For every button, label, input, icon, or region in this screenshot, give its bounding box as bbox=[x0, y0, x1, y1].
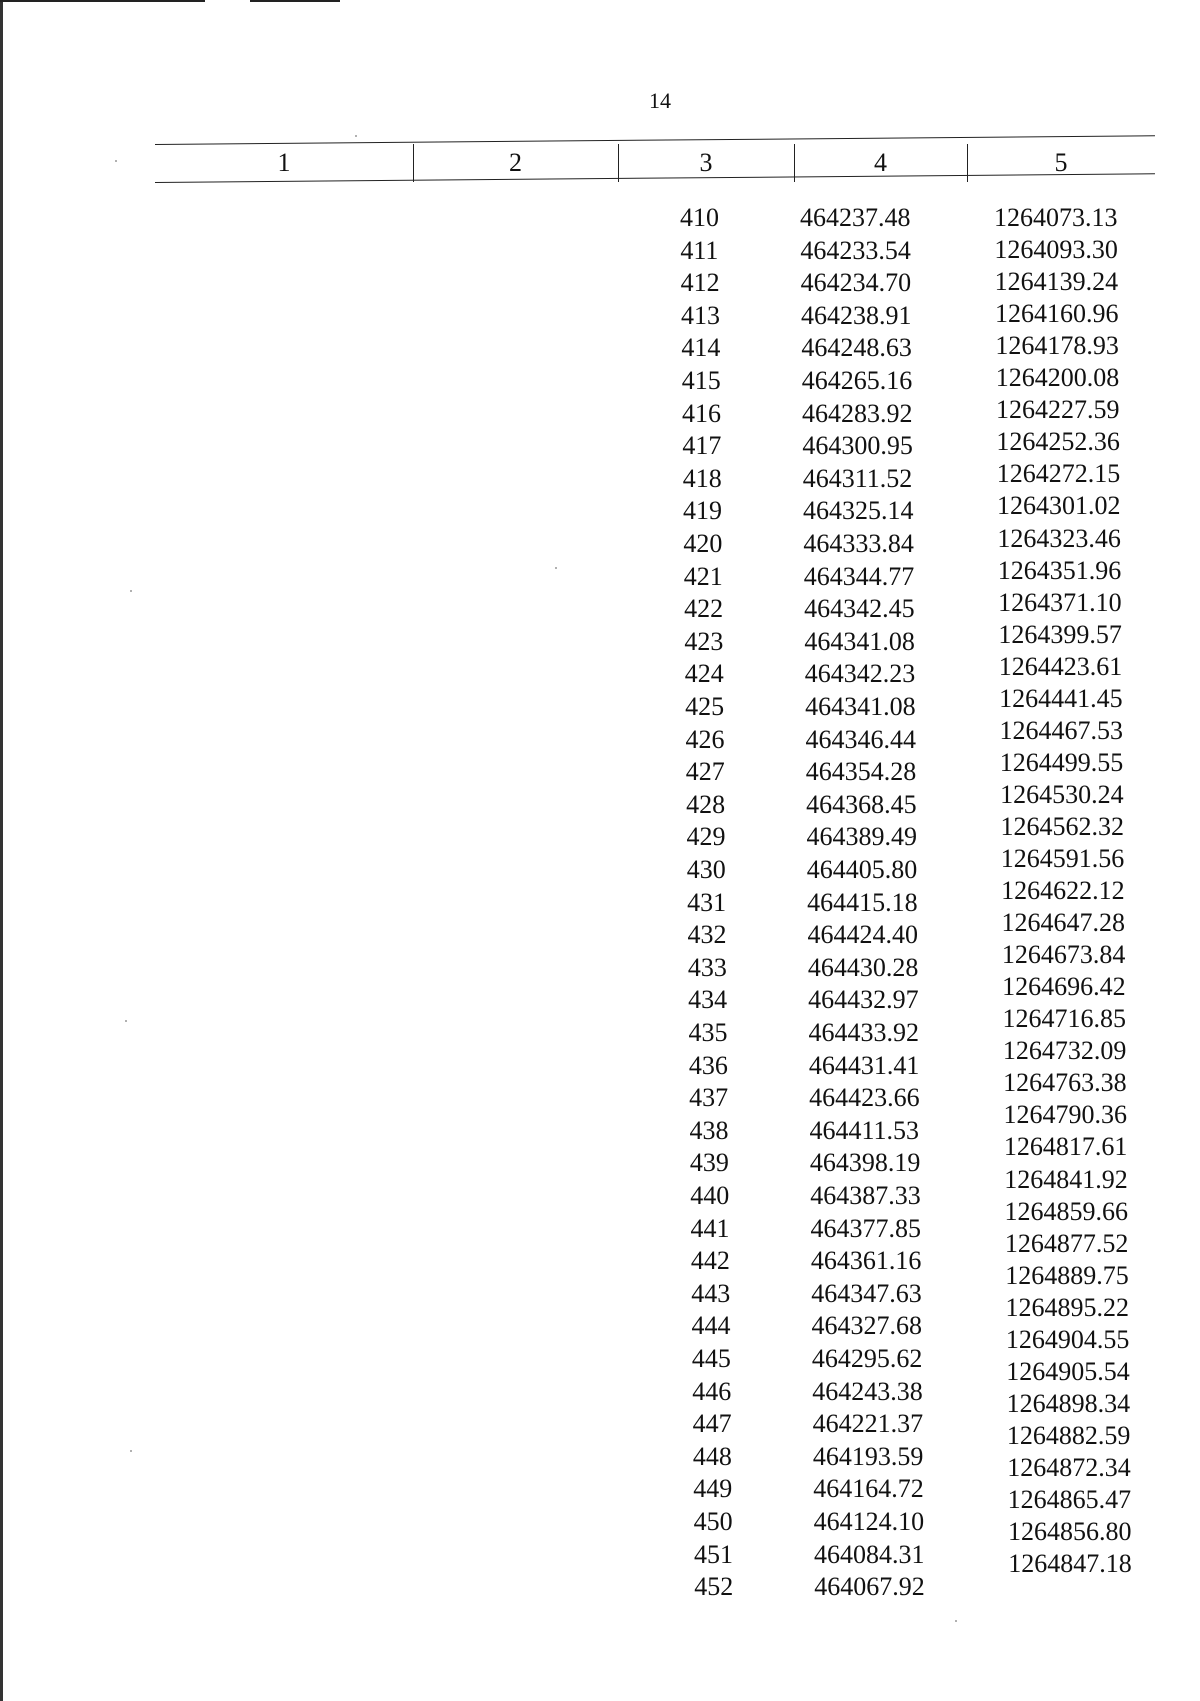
point-number: 424 bbox=[684, 659, 724, 689]
point-number: 452 bbox=[694, 1572, 734, 1602]
point-number: 443 bbox=[691, 1278, 731, 1308]
coordinate-x: 464234.70 bbox=[800, 268, 912, 298]
coordinate-x: 464431.41 bbox=[808, 1050, 920, 1080]
point-number: 447 bbox=[692, 1409, 732, 1439]
point-number: 417 bbox=[682, 431, 722, 461]
coordinate-x: 464327.68 bbox=[811, 1311, 923, 1341]
coordinate-y: 1264716.85 bbox=[1002, 1004, 1126, 1034]
coordinate-x: 464238.91 bbox=[801, 300, 912, 330]
coordinate-y: 1264562.32 bbox=[1000, 811, 1124, 841]
scan-speck bbox=[125, 1020, 127, 1022]
coordinate-x: 464193.59 bbox=[812, 1441, 924, 1471]
coordinate-y: 1264441.45 bbox=[999, 683, 1123, 713]
coordinate-x: 464237.48 bbox=[800, 203, 911, 232]
coordinate-y: 1264673.84 bbox=[1001, 940, 1126, 970]
point-number: 437 bbox=[689, 1083, 729, 1113]
coordinate-y: 1264859.66 bbox=[1004, 1196, 1129, 1226]
coordinate-x: 464243.38 bbox=[812, 1376, 923, 1406]
point-number: 418 bbox=[682, 463, 722, 493]
coordinate-y: 1264904.55 bbox=[1005, 1324, 1130, 1354]
point-number: 444 bbox=[691, 1311, 731, 1341]
coordinate-y: 1264530.24 bbox=[1000, 779, 1124, 809]
point-number: 410 bbox=[680, 203, 719, 232]
scan-speck bbox=[555, 567, 557, 569]
coordinate-x: 464430.28 bbox=[807, 952, 919, 982]
coordinate-y: 1264371.10 bbox=[998, 587, 1122, 617]
coordinate-x: 464265.16 bbox=[801, 366, 913, 395]
point-number: 448 bbox=[692, 1441, 732, 1471]
coordinate-y: 1264227.59 bbox=[996, 395, 1120, 425]
coordinate-x: 464405.80 bbox=[806, 855, 918, 884]
coordinate-y: 1264178.93 bbox=[995, 331, 1119, 361]
point-number: 416 bbox=[682, 398, 722, 428]
point-number: 415 bbox=[681, 366, 721, 395]
coordinate-y: 1264865.47 bbox=[1007, 1485, 1132, 1514]
point-number: 441 bbox=[690, 1213, 730, 1243]
point-number: 422 bbox=[684, 594, 724, 624]
coordinate-y: 1264093.30 bbox=[994, 235, 1118, 265]
point-number: 451 bbox=[693, 1539, 733, 1569]
coordinate-y: 1264898.34 bbox=[1006, 1388, 1131, 1418]
coordinate-y: 1264467.53 bbox=[999, 715, 1123, 745]
coordinate-x: 464325.14 bbox=[803, 496, 914, 526]
point-number: 434 bbox=[688, 985, 728, 1015]
point-number: 442 bbox=[690, 1246, 730, 1276]
coordinate-y: 1264073.13 bbox=[994, 203, 1118, 232]
coordinate-x: 464283.92 bbox=[802, 398, 913, 428]
scan-top-edge bbox=[0, 0, 205, 2]
column-header-4: 4 bbox=[874, 148, 887, 177]
coordinate-x: 464221.37 bbox=[812, 1409, 924, 1439]
scan-top-edge-fragment bbox=[250, 0, 340, 2]
point-number: 438 bbox=[689, 1115, 729, 1145]
coordinate-y: 1264895.22 bbox=[1005, 1292, 1130, 1322]
coordinate-y: 1264139.24 bbox=[994, 267, 1119, 297]
scan-speck bbox=[955, 1620, 957, 1622]
coordinate-x: 464300.95 bbox=[802, 431, 913, 461]
coordinate-x: 464389.49 bbox=[806, 822, 917, 852]
coordinate-x: 464311.52 bbox=[802, 463, 913, 493]
point-number: 413 bbox=[681, 300, 721, 330]
coordinate-y: 1264499.55 bbox=[999, 747, 1124, 777]
point-number: 433 bbox=[687, 952, 727, 982]
coordinate-x: 464333.84 bbox=[803, 529, 914, 558]
point-number: 450 bbox=[693, 1507, 733, 1536]
point-number: 439 bbox=[689, 1148, 729, 1178]
coordinate-x: 464164.72 bbox=[813, 1474, 924, 1504]
point-number: 414 bbox=[681, 333, 721, 363]
coordinate-x: 464067.92 bbox=[814, 1572, 925, 1602]
point-number: 421 bbox=[683, 561, 723, 591]
column-header-2: 2 bbox=[509, 148, 522, 177]
coordinate-x: 464347.63 bbox=[811, 1278, 922, 1308]
coordinate-y: 1264841.92 bbox=[1004, 1164, 1128, 1194]
coordinate-x: 464424.40 bbox=[807, 920, 918, 950]
point-number: 445 bbox=[691, 1344, 731, 1373]
point-number: 430 bbox=[686, 855, 726, 884]
coordinate-y: 1264200.08 bbox=[995, 363, 1120, 393]
coordinate-x: 464344.77 bbox=[803, 561, 915, 591]
column-header-1: 1 bbox=[277, 148, 291, 177]
point-number: 435 bbox=[688, 1018, 728, 1047]
coordinate-y: 1264872.34 bbox=[1007, 1452, 1131, 1482]
coordinate-x: 464342.45 bbox=[804, 594, 915, 624]
coordinate-x: 464354.28 bbox=[805, 757, 917, 787]
coordinate-y: 1264399.57 bbox=[998, 619, 1122, 649]
coordinate-y: 1264423.61 bbox=[998, 651, 1123, 681]
coordinate-x: 464398.19 bbox=[809, 1148, 921, 1178]
point-number: 423 bbox=[684, 626, 724, 656]
coordinate-x: 464368.45 bbox=[806, 789, 917, 819]
point-number: 425 bbox=[685, 692, 725, 721]
coordinate-x: 464377.85 bbox=[810, 1213, 922, 1243]
coordinate-y: 1264889.75 bbox=[1005, 1260, 1129, 1290]
point-number: 412 bbox=[680, 268, 720, 298]
coordinate-x: 464295.62 bbox=[811, 1344, 923, 1373]
coordinate-y: 1264856.80 bbox=[1007, 1517, 1132, 1547]
point-number: 427 bbox=[685, 757, 725, 787]
coordinate-y: 1264647.28 bbox=[1001, 908, 1125, 938]
coordinate-y: 1264323.46 bbox=[997, 523, 1121, 553]
coordinate-y: 1264622.12 bbox=[1001, 876, 1125, 906]
coordinate-y: 1264763.38 bbox=[1003, 1068, 1127, 1098]
page-number: 14 bbox=[649, 88, 671, 113]
scan-left-edge bbox=[0, 0, 3, 1701]
point-number: 431 bbox=[687, 887, 727, 917]
coordinate-y: 1264877.52 bbox=[1004, 1228, 1129, 1258]
point-number: 436 bbox=[688, 1050, 728, 1080]
coordinate-x: 464415.18 bbox=[807, 887, 918, 917]
point-number: 449 bbox=[693, 1474, 733, 1504]
coordinate-y: 1264252.36 bbox=[996, 427, 1120, 457]
coordinate-x: 464432.97 bbox=[808, 985, 919, 1015]
point-number: 440 bbox=[690, 1181, 730, 1210]
scan-speck bbox=[130, 590, 132, 592]
coordinate-x: 464341.08 bbox=[804, 626, 915, 656]
coordinate-x: 464433.92 bbox=[808, 1018, 919, 1047]
coordinate-x: 464124.10 bbox=[813, 1507, 925, 1536]
coordinate-x: 464084.31 bbox=[813, 1539, 925, 1569]
coordinate-x: 464346.44 bbox=[805, 724, 916, 754]
point-number: 429 bbox=[686, 822, 726, 852]
coordinate-x: 464411.53 bbox=[809, 1115, 920, 1145]
coordinate-y: 1264301.02 bbox=[997, 491, 1121, 521]
coordinate-y: 1264732.09 bbox=[1002, 1036, 1127, 1066]
scan-speck bbox=[130, 1450, 132, 1452]
scan-speck bbox=[115, 160, 117, 162]
point-number: 426 bbox=[685, 724, 725, 754]
coordinate-y: 1264696.42 bbox=[1002, 972, 1126, 1002]
coordinate-x: 464341.08 bbox=[805, 692, 916, 721]
coordinate-y: 1264905.54 bbox=[1006, 1356, 1130, 1386]
point-number: 432 bbox=[687, 920, 727, 950]
column-header-3: 3 bbox=[699, 148, 713, 177]
coordinate-y: 1264272.15 bbox=[996, 459, 1121, 489]
point-number: 420 bbox=[683, 529, 723, 558]
coordinate-x: 464248.63 bbox=[801, 333, 912, 363]
coordinate-x: 464423.66 bbox=[809, 1083, 920, 1113]
coordinate-y: 1264351.96 bbox=[997, 555, 1122, 585]
coordinate-y: 1264591.56 bbox=[1000, 844, 1125, 873]
column-header-5: 5 bbox=[1054, 148, 1068, 177]
coordinate-x: 464342.23 bbox=[804, 659, 916, 689]
point-number: 446 bbox=[692, 1376, 732, 1406]
coordinate-y: 1264817.61 bbox=[1003, 1132, 1128, 1162]
point-number: 428 bbox=[686, 789, 726, 819]
coordinate-x: 464361.16 bbox=[810, 1246, 922, 1276]
coordinate-y: 1264160.96 bbox=[995, 299, 1119, 329]
coordinate-x: 464233.54 bbox=[800, 235, 911, 265]
coordinate-x: 464387.33 bbox=[810, 1181, 921, 1210]
column-header-row bbox=[155, 144, 1155, 182]
point-number: 411 bbox=[680, 235, 719, 265]
scan-speck bbox=[355, 135, 357, 137]
coordinate-y: 1264847.18 bbox=[1008, 1549, 1132, 1579]
coordinate-y: 1264790.36 bbox=[1003, 1100, 1128, 1130]
coordinate-y: 1264882.59 bbox=[1006, 1420, 1131, 1450]
point-number: 419 bbox=[683, 496, 723, 526]
